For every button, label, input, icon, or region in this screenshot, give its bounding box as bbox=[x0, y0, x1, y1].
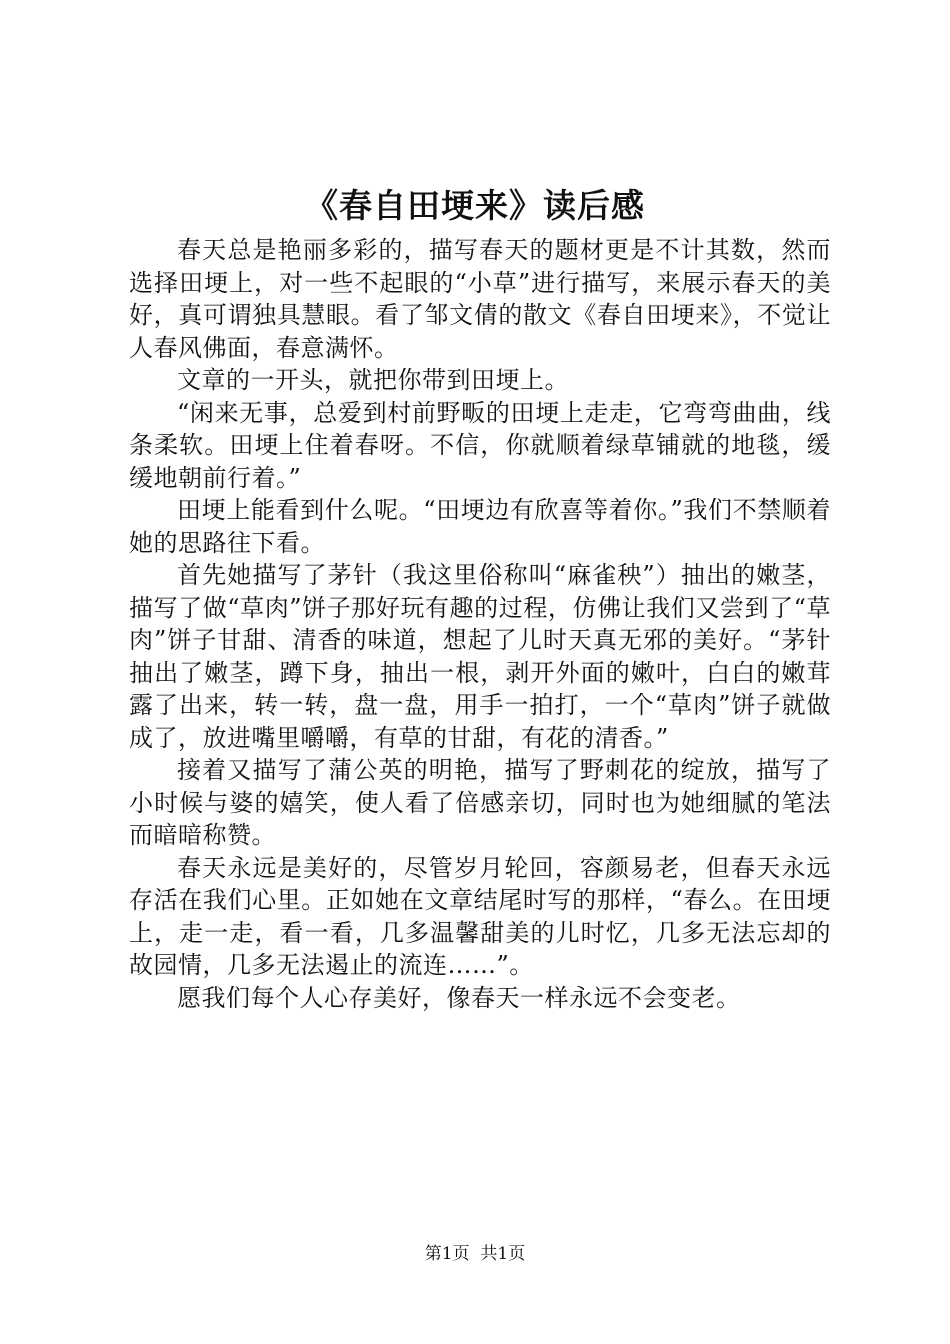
paragraph: 接着又描写了蒲公英的明艳，描写了野刺花的绽放，描写了小时候与婆的嬉笑，使人看了倍感亲切，同时也为她细腻的笔法而暗暗称赞。 bbox=[129, 756, 831, 849]
page-footer bbox=[0, 1243, 950, 1265]
paragraph: “闲来无事，总爱到村前野畈的田埂上走走，它弯弯曲曲，线条柔软。田埂上住着春呀。不信，你就顺着绿草铺就的地毯，缓缓地朝前行着。” bbox=[129, 398, 831, 492]
paragraph: 愿我们每个人心存美好，像春天一样永远不会变老。 bbox=[177, 983, 741, 1012]
paragraph: 文章的一开头，就把你带到田埂上。 bbox=[177, 366, 569, 394]
paragraph: 春天总是艳丽多彩的，描写春天的题材更是不计其数，然而选择田埂上，对一些不起眼的“小草”进行描写，来展示春天的美好，真可谓独具慧眼。看了邹文倩的散文《春自田埂来》，不觉让人春风佛面，春意满怀。 bbox=[129, 236, 831, 362]
paragraph: 田埂上能看到什么呢。“田埂边有欣喜等着你。”我们不禁顺着她的思路往下看。 bbox=[129, 496, 831, 557]
page-number: 第1页 bbox=[424, 1244, 470, 1264]
page-total: 共1页 bbox=[480, 1244, 526, 1264]
document-body bbox=[129, 234, 831, 1014]
document-title: 《春自田埂来》读后感 bbox=[305, 186, 645, 225]
paragraph: 春天永远是美好的，尽管岁月轮回，容颜易老，但春天永远存活在我们心里。正如她在文章结尾时写的那样，“春么。在田埂上，走一走，看一看，几多温馨甜美的儿时忆，几多无法忘却的故园情，几多无法遏止的流连……”。 bbox=[129, 853, 831, 979]
paragraph: 首先她描写了茅针（我这里俗称叫“麻雀秧”）抽出的嫩茎，描写了做“草肉”饼子那好玩有趣的过程，仿佛让我们又尝到了“草肉”饼子甘甜、清香的味道，想起了儿时天真无邪的美好。“茅针抽出了嫩茎，蹲下身，抽出一根，剥开外面的嫩叶，白白的嫩茸露了出来，转一转，盘一盘，用手一拍打，一个“草肉”饼子就做成了，放进嘴里嚼嚼，有草的甘甜，有花的清香。” bbox=[129, 561, 831, 752]
